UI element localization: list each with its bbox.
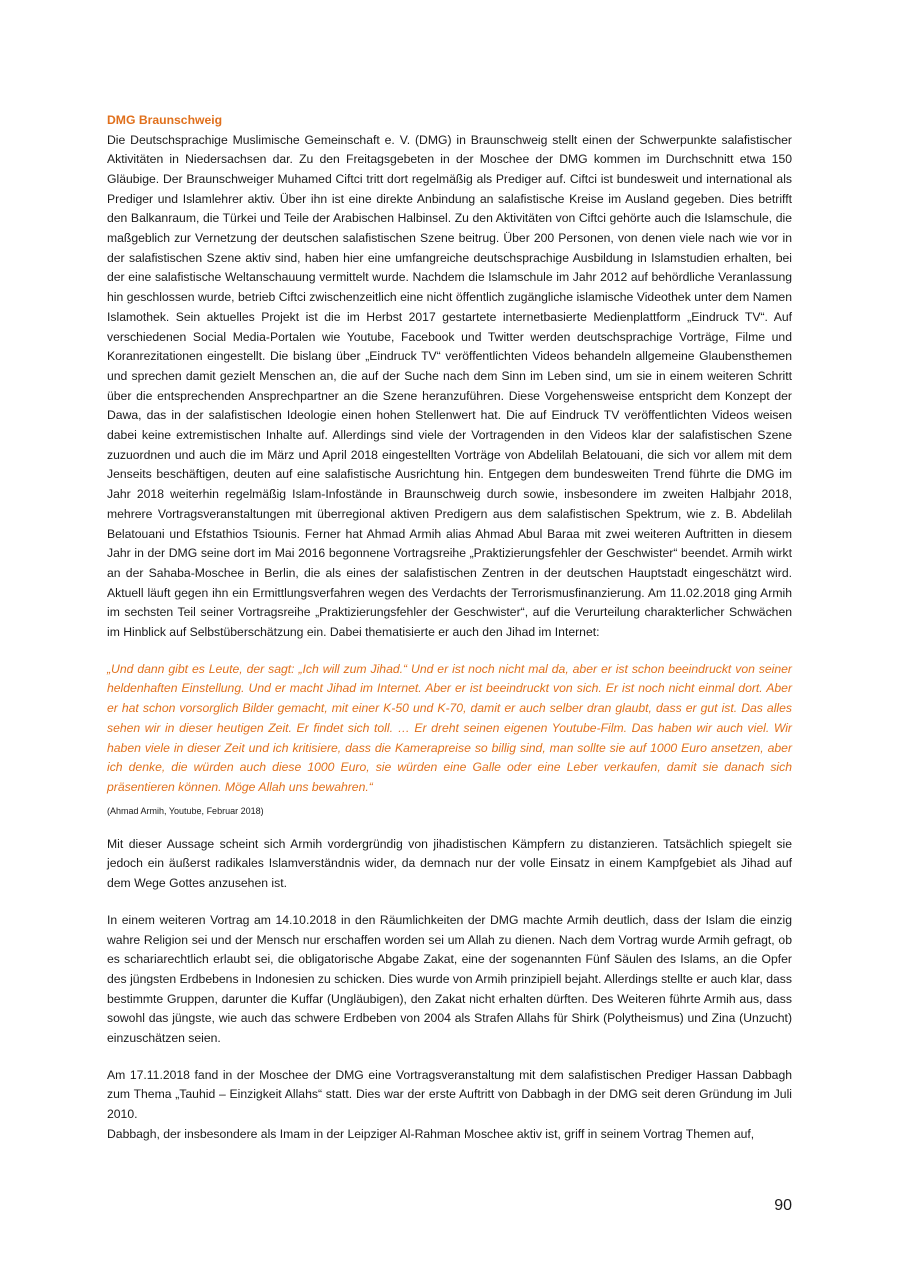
quote-source: (Ahmad Armih, Youtube, Februar 2018) (107, 805, 264, 816)
paragraph-lecture-november: Am 17.11.2018 fand in der Moschee der DMG eine Vortragsveranstaltung mit dem salafistischen Prediger Hassan Dabbagh zum Thema „Tauhid – Einzigkeit Allahs“ statt. Dies war der erste Auftritt von Dabbagh in der DMG seit deren Gründung im Juli 2010. (107, 1067, 792, 1122)
paragraph-analysis: Mit dieser Aussage scheint sich Armih vordergründig von jihadistischen Kämpfern zu distanzieren. Tatsächlich spiegelt sie jedoch ein äußerst radikales Islamverständnis wider, da demnach nur der volle Einsatz in einem Kampfgebiet als Jihad auf dem Wege Gottes anzusehen ist. (107, 836, 792, 891)
section-heading: DMG Braunschweig (107, 113, 223, 127)
paragraph-dabbagh: Dabbagh, der insbesondere als Imam in der Leipziger Al-Rahman Moschee aktiv ist, griff in seinem Vortrag Themen auf, (107, 1126, 755, 1141)
paragraph-dmg-intro: Die Deutschsprachige Muslimische Gemeinschaft e. V. (DMG) in Braunschweig stellt einen der Schwerpunkte salafistischer Aktivitäten in Niedersachsen dar. Zu den Freitagsgebeten in der Moschee der DMG kommen im Durchschnitt etwa 150 Gläubige. Der Braunschweiger Muhamed Ciftci tritt dort regelmäßig als Prediger auf. Ciftci ist bundesweit und international als Prediger und Islamlehrer aktiv. Über ihn ist eine direkte Anbindung an salafistische Kreise im Ausland gegeben. Dies betrifft den Balkanraum, die Türkei und Teile der Arabischen Halbinsel. Zu den Aktivitäten von Ciftci gehörte auch die Islamschule, die maßgeblich zur Vernetzung der deutschen salafistischen Szene beitrug. Über 200 Personen, von denen viele nach wie vor in der salafistischen Szene aktiv sind, haben hier eine umfangreiche deutschsprachige Ausbildung in Islamstudien erhalten, bei der eine salafistische Weltanschauung vermittelt wurde. Nachdem die Islamschule im Jahr 2012 auf behördliche Veranlassung hin geschlossen wurde, betrieb Ciftci zwischenzeitlich eine nicht öffentlich zugängliche islamische Videothek unter dem Namen Islamothek. Sein aktuelles Projekt ist die im Herbst 2017 gestartete internetbasierte Medienplattform „Eindruck TV“. Auf verschiedenen Social Media-Portalen wie Youtube, Facebook und Twitter werden deutschsprachige Vorträge, Filme und Koranrezitationen eingestellt. Die bislang über „Eindruck TV“ veröffentlichten Videos behandeln allgemeine Glaubensthemen und sprechen damit gezielt Menschen an, die auf der Suche nach dem Sinn im Leben sind, um sie in einem weiteren Schritt über die entsprechenden Ansprechpartner an die Szene heranzuführen. Diese Vorgehensweise entspricht dem Konzept der Dawa, das in der salafistischen Ideologie einen hohen Stellenwert hat. Die auf Eindruck TV veröffentlichten Videos weisen dabei keine extremistischen Inhalte auf. Allerdings sind viele der Vortragenden in den Videos klar der salafistischen Szene zuzuordnen und auch die im März und April 2018 eingestellten Vorträge von Abdelilah Belatouani, die sich vor allem mit dem Jenseits beschäftigen, deuten auf eine salafistische Ausrichtung hin. Entgegen dem bundesweiten Trend führte die DMG im Jahr 2018 weiterhin regelmäßig Islam-Infostände in Braunschweig durch sowie, insbesondere im zweiten Halbjahr 2018, mehrere Vortragsveranstaltungen mit überregional aktiven Predigern aus dem salafistischen Spektrum, wie z. B. Abdelilah Belatouani und Efstathios Tsiounis. Ferner hat Ahmad Armih alias Ahmad Abul Baraa mit zwei weiteren Auftritten in diesem Jahr in der DMG seine dort im Mai 2016 begonnene Vortragsreihe „Praktizierungsfehler der Geschwister“ beendet. Armih wirkt an der Sahaba-Moschee in Berlin, die als eines der salafistischen Zentren in der deutschen Hauptstadt eingeschätzt wird. Aktuell läuft gegen ihn ein Ermittlungsverfahren wegen des Verdachts der Terrorismusfinanzierung. Am 11.02.2018 ging Armih im sechsten Teil seiner Vortragsreihe „Praktizierungsfehler der Geschwister“, auf die Verurteilung charakterlicher Schwächen im Hinblick auf Selbstüberschätzung ein. Dabei thematisierte er auch den Jihad im Internet: (107, 132, 792, 640)
paragraph-lecture-october: In einem weiteren Vortrag am 14.10.2018 in den Räumlichkeiten der DMG machte Armih deutlich, dass der Islam die einzig wahre Religion sei und der Mensch nur erschaffen worden sei um Allah zu dienen. Nach dem Vortrag wurde Armih gefragt, ob es schariarechtlich erlaubt sei, die obligatorische Abgabe Zakat, eine der sogenannten Fünf Säulen des Islams, an die Opfer des jüngsten Erdbebens in Indonesien zu schicken. Dies wurde von Armih prinzipiell bejaht. Allerdings stellte er auch klar, dass bestimmte Gruppen, darunter die Kuffar (Ungläubigen), den Zakat nicht erhalten dürften. Des Weiteren führte Armih aus, dass sowohl das jüngste, wie auch das schwere Erdbeben von 2004 als Strafen Allahs für Shirk (Polytheismus) und Zina (Unzucht) einzuschätzen seien. (107, 912, 792, 1046)
quote-armih: „Und dann gibt es Leute, der sagt: „Ich will zum Jihad.“ Und er ist noch nicht mal da, aber er ist schon beeindruckt von seiner heldenhaften Einstellung. Und er macht Jihad im Internet. Aber er ist beeindruckt von sich. Er ist noch nicht einmal dort. Aber er hat schon vorsorglich Bilder gemacht, mit einer K-50 und K-70, damit er auch selber dran glaubt, dass er gut ist. Das alles sehen wir in dieser heutigen Zeit. Er findet sich toll. … Er dreht seinen eigenen Youtube-Film. Das haben wir auch viel. Wir haben viele in dieser Zeit und ich kritisiere, dass die Kamerapreise so billig sind, man sollte sie auf 1000 Euro ansetzen, aber ich denke, die würden auch diese 1000 Euro, sie würden eine Galle oder eine Leber verkaufen, damit sie danach sich präsentieren können. Möge Allah uns bewahren.“ (107, 661, 792, 794)
page-number: 90 (774, 1197, 792, 1214)
page-body (107, 111, 792, 1145)
